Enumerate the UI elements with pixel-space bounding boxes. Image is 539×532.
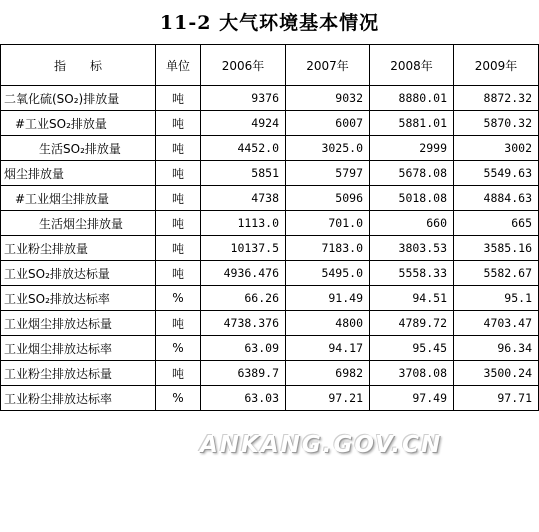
- row-unit: 吨: [156, 361, 201, 386]
- header-indicator: 指 标: [1, 45, 156, 86]
- row-value: 95.1: [454, 286, 539, 311]
- row-value: 1113.0: [201, 211, 286, 236]
- row-value: 4738.376: [201, 311, 286, 336]
- watermark: ANKANG.GOV.CN: [200, 432, 443, 458]
- header-year-2006: 2006年: [201, 45, 286, 86]
- row-value: 91.49: [286, 286, 370, 311]
- row-value: 63.09: [201, 336, 286, 361]
- table-row: [1, 361, 539, 386]
- row-value: 5678.08: [370, 161, 454, 186]
- row-value: 2999: [370, 136, 454, 161]
- row-value: 97.71: [454, 386, 539, 411]
- table-row: [1, 86, 539, 111]
- table-row: [1, 161, 539, 186]
- row-value: 3803.53: [370, 236, 454, 261]
- row-value: 5582.67: [454, 261, 539, 286]
- row-unit: %: [156, 286, 201, 311]
- row-value: 5881.01: [370, 111, 454, 136]
- row-value: 4738: [201, 186, 286, 211]
- row-value: 6389.7: [201, 361, 286, 386]
- row-label: 工业烟尘排放达标量: [1, 311, 156, 336]
- row-value: 4800: [286, 311, 370, 336]
- row-value: 9032: [286, 86, 370, 111]
- row-label: 生活烟尘排放量: [1, 211, 156, 236]
- air-environment-table: [0, 44, 539, 411]
- row-label: #工业烟尘排放量: [1, 186, 156, 211]
- row-unit: 吨: [156, 111, 201, 136]
- header-year-2007: 2007年: [286, 45, 370, 86]
- row-value: 5851: [201, 161, 286, 186]
- table-title: 11-2 大气环境基本情况: [159, 12, 380, 34]
- row-unit: 吨: [156, 161, 201, 186]
- row-value: 7183.0: [286, 236, 370, 261]
- row-label: #工业SO₂排放量: [1, 111, 156, 136]
- row-value: 665: [454, 211, 539, 236]
- row-value: 3585.16: [454, 236, 539, 261]
- row-value: 5495.0: [286, 261, 370, 286]
- row-value: 4884.63: [454, 186, 539, 211]
- row-value: 8872.32: [454, 86, 539, 111]
- row-unit: 吨: [156, 186, 201, 211]
- row-unit: 吨: [156, 86, 201, 111]
- table-row: [1, 186, 539, 211]
- table-row: [1, 311, 539, 336]
- row-value: 6007: [286, 111, 370, 136]
- row-value: 94.51: [370, 286, 454, 311]
- table-row: [1, 336, 539, 361]
- row-value: 97.21: [286, 386, 370, 411]
- row-unit: 吨: [156, 211, 201, 236]
- row-value: 95.45: [370, 336, 454, 361]
- row-label: 工业粉尘排放达标量: [1, 361, 156, 386]
- row-value: 3708.08: [370, 361, 454, 386]
- row-value: 96.34: [454, 336, 539, 361]
- row-value: 3500.24: [454, 361, 539, 386]
- row-value: 3002: [454, 136, 539, 161]
- row-unit: %: [156, 386, 201, 411]
- row-value: 63.03: [201, 386, 286, 411]
- table-row: [1, 261, 539, 286]
- row-value: 4789.72: [370, 311, 454, 336]
- header-year-2008: 2008年: [370, 45, 454, 86]
- table-row: [1, 286, 539, 311]
- row-value: 9376: [201, 86, 286, 111]
- row-value: 4703.47: [454, 311, 539, 336]
- row-value: 5549.63: [454, 161, 539, 186]
- row-value: 4452.0: [201, 136, 286, 161]
- table-row: [1, 211, 539, 236]
- row-label: 工业SO₂排放达标率: [1, 286, 156, 311]
- row-value: 6982: [286, 361, 370, 386]
- row-value: 8880.01: [370, 86, 454, 111]
- row-value: 66.26: [201, 286, 286, 311]
- row-label: 二氧化硫(SO₂)排放量: [1, 86, 156, 111]
- row-value: 3025.0: [286, 136, 370, 161]
- row-value: 701.0: [286, 211, 370, 236]
- row-value: 5018.08: [370, 186, 454, 211]
- row-label: 工业粉尘排放量: [1, 236, 156, 261]
- header-year-2009: 2009年: [454, 45, 539, 86]
- table-row: [1, 136, 539, 161]
- row-value: 5797: [286, 161, 370, 186]
- row-label: 工业粉尘排放达标率: [1, 386, 156, 411]
- row-value: 660: [370, 211, 454, 236]
- header-row: [1, 45, 539, 86]
- row-value: 94.17: [286, 336, 370, 361]
- row-value: 5096: [286, 186, 370, 211]
- row-unit: 吨: [156, 311, 201, 336]
- row-value: 4924: [201, 111, 286, 136]
- row-unit: %: [156, 336, 201, 361]
- table-row: [1, 236, 539, 261]
- row-unit: 吨: [156, 136, 201, 161]
- row-value: 4936.476: [201, 261, 286, 286]
- row-label: 生活SO₂排放量: [1, 136, 156, 161]
- table-row: [1, 111, 539, 136]
- row-unit: 吨: [156, 236, 201, 261]
- row-value: 10137.5: [201, 236, 286, 261]
- row-label: 工业烟尘排放达标率: [1, 336, 156, 361]
- header-unit: 单位: [156, 45, 201, 86]
- row-label: 工业SO₂排放达标量: [1, 261, 156, 286]
- row-label: 烟尘排放量: [1, 161, 156, 186]
- row-unit: 吨: [156, 261, 201, 286]
- table-row: [1, 386, 539, 411]
- row-value: 5558.33: [370, 261, 454, 286]
- row-value: 5870.32: [454, 111, 539, 136]
- row-value: 97.49: [370, 386, 454, 411]
